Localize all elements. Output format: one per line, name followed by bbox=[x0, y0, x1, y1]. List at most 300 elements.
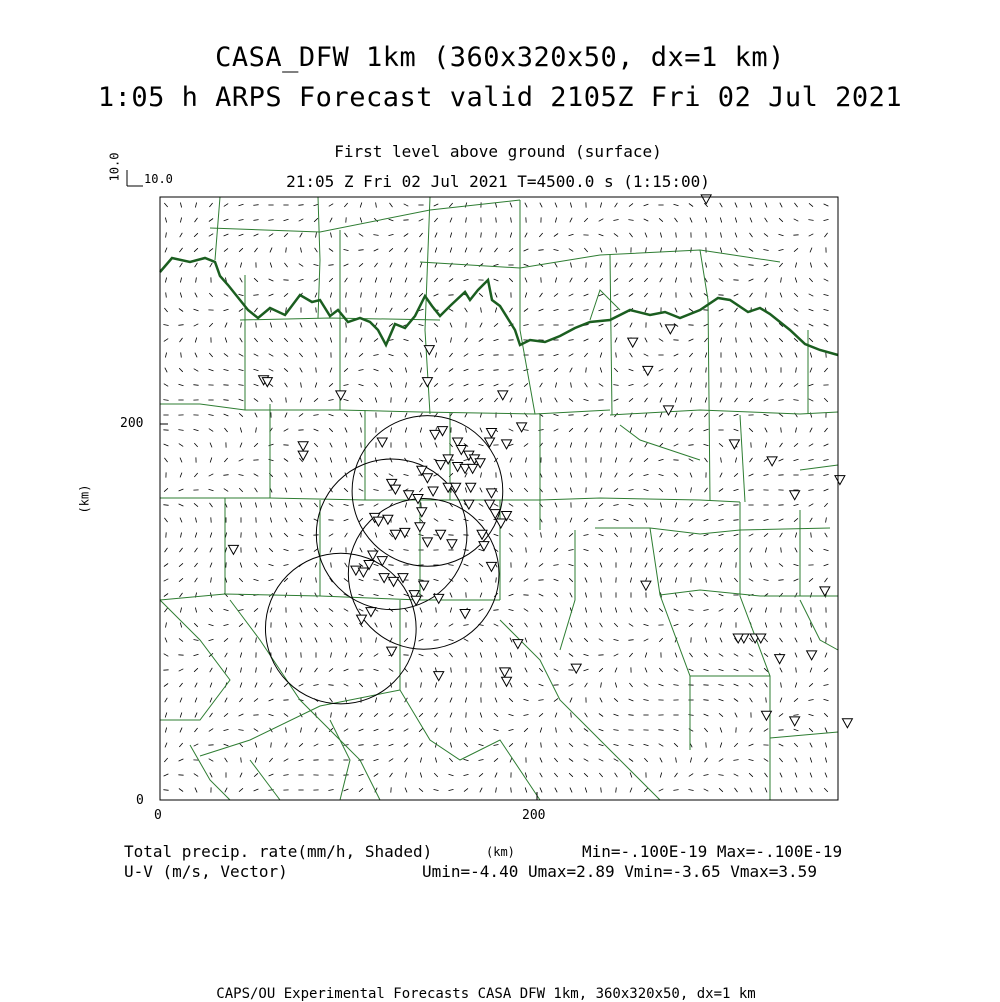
wind-vector bbox=[420, 278, 422, 283]
wind-vector bbox=[734, 548, 737, 552]
wind-vector bbox=[164, 384, 168, 387]
wind-vector bbox=[240, 653, 241, 658]
wind-vector bbox=[345, 278, 348, 282]
wind-vector bbox=[344, 504, 349, 505]
wind-vector bbox=[269, 714, 274, 715]
wind-vector bbox=[539, 369, 544, 371]
wind-vector bbox=[510, 638, 512, 643]
wind-vector bbox=[704, 504, 708, 507]
wind-vector bbox=[434, 519, 438, 522]
wind-vector bbox=[479, 773, 483, 776]
wind-vector bbox=[555, 443, 557, 448]
wind-vector bbox=[600, 623, 603, 627]
wind-vector bbox=[719, 309, 724, 311]
wind-vector bbox=[405, 413, 407, 418]
wind-vector bbox=[614, 623, 618, 627]
wind-vector bbox=[688, 715, 693, 716]
wind-vector bbox=[285, 503, 287, 508]
wind-vector bbox=[464, 564, 469, 566]
wind-vector bbox=[164, 564, 168, 567]
wind-vector bbox=[719, 443, 723, 446]
wind-vector bbox=[298, 205, 303, 206]
wind-vector bbox=[270, 323, 271, 328]
wind-vector bbox=[796, 667, 797, 672]
wind-vector bbox=[540, 653, 542, 658]
wind-vector bbox=[179, 489, 184, 491]
wind-vector bbox=[255, 758, 257, 763]
station-marker bbox=[436, 461, 446, 470]
wind-vector bbox=[239, 714, 244, 716]
wind-vector bbox=[209, 203, 212, 207]
wind-vector bbox=[675, 653, 677, 658]
wind-vector bbox=[600, 263, 602, 268]
wind-vector bbox=[765, 563, 768, 567]
wind-vector bbox=[539, 668, 543, 672]
wind-vector bbox=[660, 503, 661, 508]
wind-vector bbox=[660, 578, 662, 583]
wind-vector bbox=[659, 218, 663, 221]
wind-vector bbox=[479, 293, 483, 296]
wind-vector bbox=[194, 443, 197, 447]
wind-vector bbox=[570, 788, 572, 793]
wind-vector bbox=[540, 638, 542, 643]
wind-vector bbox=[555, 623, 557, 628]
wind-vector bbox=[464, 743, 467, 747]
wind-vector bbox=[421, 682, 422, 687]
wind-vector bbox=[629, 294, 633, 297]
wind-vector bbox=[404, 234, 408, 237]
reference-vector-x-label: 10.0 bbox=[144, 172, 173, 186]
station-marker bbox=[517, 423, 527, 432]
wind-vector bbox=[569, 428, 573, 432]
wind-vector bbox=[793, 400, 798, 401]
station-marker bbox=[729, 440, 739, 449]
wind-vector bbox=[253, 295, 258, 296]
wind-vector bbox=[210, 443, 212, 448]
y-tick-label-0: 0 bbox=[136, 793, 144, 808]
wind-vector bbox=[718, 685, 723, 686]
wind-vector bbox=[344, 368, 348, 371]
wind-vector bbox=[540, 548, 542, 553]
wind-vector bbox=[238, 385, 243, 386]
wind-vector bbox=[794, 564, 799, 566]
wind-vector bbox=[269, 444, 274, 446]
wind-vector bbox=[256, 637, 257, 642]
wind-vector bbox=[316, 307, 317, 312]
wind-vector bbox=[495, 203, 496, 208]
wind-vector bbox=[376, 637, 377, 642]
station-marker bbox=[486, 429, 496, 438]
wind-vector bbox=[569, 654, 573, 657]
wind-vector bbox=[419, 338, 423, 342]
wind-vector bbox=[510, 578, 513, 582]
wind-vector bbox=[209, 489, 214, 490]
wind-vector bbox=[315, 248, 318, 252]
wind-vector bbox=[704, 775, 709, 776]
station-marker bbox=[434, 672, 444, 681]
wind-vector bbox=[359, 653, 362, 657]
wind-vector bbox=[824, 338, 827, 342]
wind-vector bbox=[210, 668, 213, 672]
wind-vector bbox=[796, 367, 797, 372]
wind-vector bbox=[615, 473, 618, 478]
wind-vector bbox=[253, 220, 258, 221]
wind-vector bbox=[480, 593, 482, 598]
wind-vector bbox=[599, 773, 602, 777]
wind-vector bbox=[615, 458, 616, 463]
wind-vector bbox=[374, 338, 378, 341]
wind-vector bbox=[750, 458, 753, 462]
wind-vector bbox=[736, 322, 737, 327]
wind-vector bbox=[659, 608, 663, 611]
wind-vector bbox=[599, 309, 604, 310]
wind-vector bbox=[599, 384, 603, 387]
wind-vector bbox=[704, 534, 709, 536]
wind-vector bbox=[554, 309, 559, 310]
wind-vector bbox=[779, 383, 782, 387]
wind-vector bbox=[404, 308, 408, 311]
wind-vector bbox=[164, 339, 168, 342]
wind-vector bbox=[748, 265, 753, 266]
wind-vector bbox=[403, 550, 408, 551]
wind-vector bbox=[734, 684, 739, 686]
wind-vector bbox=[239, 475, 244, 476]
wind-vector bbox=[359, 579, 364, 581]
wind-vector bbox=[646, 532, 647, 537]
wind-vector bbox=[180, 593, 183, 597]
wind-vector bbox=[374, 745, 379, 746]
wind-vector bbox=[645, 263, 648, 267]
wind-vector bbox=[360, 548, 362, 553]
wind-vector bbox=[809, 203, 813, 206]
wind-vector bbox=[748, 520, 753, 521]
wind-vector bbox=[509, 609, 514, 610]
wind-vector bbox=[509, 594, 514, 596]
wind-vector bbox=[585, 428, 588, 432]
wind-vector bbox=[420, 623, 422, 628]
wind-vector bbox=[690, 593, 693, 597]
wind-vector bbox=[599, 759, 604, 761]
wind-vector bbox=[585, 593, 586, 598]
wind-vector bbox=[254, 234, 259, 236]
wind-vector bbox=[810, 743, 812, 748]
wind-vector bbox=[704, 593, 708, 596]
wind-vector bbox=[345, 653, 347, 658]
wind-vector bbox=[238, 730, 243, 731]
wind-vector bbox=[389, 759, 393, 762]
wind-vector bbox=[809, 234, 814, 236]
wind-vector bbox=[659, 684, 664, 686]
wind-vector bbox=[614, 323, 618, 326]
wind-vector bbox=[614, 294, 619, 296]
wind-vector bbox=[721, 457, 722, 462]
wind-vector bbox=[344, 684, 349, 686]
wind-vector bbox=[824, 428, 827, 432]
wind-vector bbox=[615, 428, 617, 433]
wind-vector bbox=[629, 473, 633, 476]
wind-vector bbox=[450, 233, 451, 238]
wind-vector bbox=[750, 383, 751, 388]
wind-vector bbox=[283, 775, 288, 776]
wind-vector bbox=[389, 594, 394, 595]
wind-vector bbox=[373, 490, 378, 491]
wind-vector bbox=[224, 624, 229, 625]
wind-vector bbox=[795, 548, 797, 553]
wind-vector bbox=[810, 263, 811, 268]
wind-vector bbox=[660, 563, 663, 567]
wind-vector bbox=[374, 473, 378, 477]
wind-vector bbox=[735, 713, 737, 718]
wind-vector bbox=[196, 518, 197, 523]
station-marker bbox=[366, 608, 376, 617]
wind-vector bbox=[419, 219, 424, 221]
wind-vector bbox=[390, 458, 392, 463]
wind-vector bbox=[600, 368, 602, 373]
wind-vector bbox=[525, 653, 527, 658]
wind-vector bbox=[375, 683, 377, 688]
wind-vector bbox=[734, 429, 739, 431]
wind-vector bbox=[644, 204, 649, 206]
wind-vector bbox=[239, 234, 244, 236]
wind-vector bbox=[225, 668, 227, 673]
wind-vector bbox=[765, 443, 766, 448]
wind-vector bbox=[749, 249, 753, 252]
wind-vector bbox=[315, 488, 317, 493]
wind-vector bbox=[811, 532, 812, 537]
wind-vector bbox=[599, 729, 604, 731]
wind-vector bbox=[674, 624, 679, 626]
wind-vector bbox=[540, 728, 542, 733]
wind-vector bbox=[330, 473, 332, 478]
wind-vector bbox=[600, 428, 602, 433]
wind-vector bbox=[571, 457, 572, 462]
wind-vector bbox=[180, 218, 181, 223]
wind-vector bbox=[180, 518, 182, 523]
wind-vector bbox=[180, 263, 183, 267]
station-marker bbox=[390, 530, 400, 539]
wind-vector bbox=[690, 473, 692, 478]
station-marker bbox=[502, 677, 512, 686]
wind-vector bbox=[253, 205, 258, 206]
wind-vector bbox=[240, 278, 243, 283]
wind-vector bbox=[449, 369, 453, 372]
wind-vector bbox=[465, 488, 466, 493]
wind-vector bbox=[390, 203, 393, 207]
wind-vector bbox=[195, 203, 196, 208]
wind-vector bbox=[809, 444, 813, 447]
wind-vector bbox=[165, 743, 167, 748]
wind-vector bbox=[285, 473, 288, 477]
station-marker bbox=[498, 391, 508, 400]
wind-vector bbox=[224, 309, 229, 311]
wind-vector bbox=[795, 638, 797, 643]
wind-vector bbox=[524, 683, 528, 687]
wind-vector bbox=[690, 383, 691, 388]
wind-vector bbox=[584, 399, 589, 400]
wind-vector bbox=[194, 233, 198, 237]
wind-vector bbox=[299, 353, 302, 357]
wind-vector bbox=[570, 218, 572, 223]
wind-vector bbox=[179, 638, 183, 641]
wind-vector bbox=[675, 308, 677, 313]
wind-vector bbox=[600, 203, 601, 208]
wind-vector bbox=[675, 383, 677, 388]
wind-vector bbox=[736, 367, 737, 372]
wind-vector bbox=[765, 623, 767, 628]
wind-vector bbox=[315, 563, 317, 568]
wind-vector bbox=[539, 233, 542, 237]
wind-vector bbox=[825, 773, 827, 778]
wind-vector bbox=[179, 563, 183, 566]
wind-vector bbox=[420, 383, 423, 387]
wind-vector bbox=[585, 788, 587, 793]
wind-vector bbox=[600, 608, 601, 613]
y-axis-unit: (km) bbox=[77, 485, 91, 514]
wind-vector bbox=[616, 247, 617, 252]
wind-vector bbox=[674, 729, 679, 730]
station-marker bbox=[643, 366, 653, 375]
wind-vector bbox=[795, 653, 797, 658]
wind-vector bbox=[495, 653, 496, 658]
station-marker bbox=[701, 195, 711, 204]
wind-vector bbox=[165, 713, 167, 718]
wind-vector bbox=[630, 608, 632, 613]
wind-vector bbox=[688, 790, 693, 791]
wind-vector bbox=[374, 669, 379, 670]
wind-vector bbox=[525, 623, 528, 627]
wind-vector bbox=[375, 278, 377, 283]
wind-vector bbox=[195, 263, 198, 267]
wind-vector bbox=[284, 233, 288, 237]
wind-vector bbox=[270, 503, 271, 508]
wind-label: U-V (m/s, Vector) bbox=[124, 862, 288, 881]
wind-vector bbox=[599, 520, 604, 521]
wind-vector bbox=[210, 458, 212, 463]
wind-vector bbox=[704, 429, 709, 431]
wind-vector bbox=[225, 548, 226, 553]
wind-vector bbox=[629, 203, 633, 206]
wind-vector bbox=[630, 323, 632, 328]
wind-vector bbox=[675, 488, 676, 493]
wind-vector bbox=[344, 203, 347, 207]
wind-vector bbox=[285, 743, 288, 748]
wind-vector bbox=[539, 684, 544, 686]
wind-vector bbox=[570, 473, 571, 478]
wind-vector bbox=[209, 248, 213, 251]
wind-vector bbox=[284, 293, 288, 296]
wind-vector bbox=[389, 354, 394, 356]
station-marker bbox=[422, 538, 432, 547]
wind-vector bbox=[554, 669, 559, 671]
wind-vector bbox=[584, 518, 588, 521]
wind-vector bbox=[284, 219, 289, 220]
wind-vector bbox=[826, 517, 827, 522]
wind-vector bbox=[480, 653, 482, 658]
wind-vector bbox=[615, 683, 616, 688]
wind-vector bbox=[509, 623, 513, 627]
wind-vector bbox=[658, 730, 663, 731]
wind-vector bbox=[165, 353, 166, 358]
wind-vector bbox=[570, 278, 573, 283]
wind-vector bbox=[359, 234, 363, 237]
wind-vector bbox=[825, 533, 828, 537]
wind-vector bbox=[705, 218, 707, 223]
wind-vector bbox=[690, 398, 691, 403]
wind-vector bbox=[705, 638, 706, 643]
wind-vector bbox=[764, 729, 768, 732]
wind-vector bbox=[749, 474, 754, 476]
wind-vector bbox=[555, 788, 557, 793]
wind-vector bbox=[466, 217, 467, 222]
wind-vector bbox=[644, 354, 649, 356]
wind-vector bbox=[315, 458, 317, 463]
wind-vector bbox=[254, 278, 258, 282]
wind-vector bbox=[389, 219, 394, 221]
wind-vector bbox=[675, 413, 677, 418]
wind-vector bbox=[299, 684, 304, 686]
wind-vector bbox=[615, 338, 617, 343]
wind-vector bbox=[209, 624, 214, 625]
x-axis-unit: (km) bbox=[486, 845, 515, 859]
wind-vector bbox=[765, 383, 767, 388]
wind-vector bbox=[765, 278, 768, 282]
wind-vector bbox=[239, 204, 244, 205]
wind-vector bbox=[748, 490, 753, 491]
wind-vector bbox=[254, 608, 258, 611]
wind-vector bbox=[764, 638, 767, 642]
wind-vector bbox=[719, 594, 724, 596]
wind-vector bbox=[300, 368, 303, 373]
wind-vector bbox=[359, 788, 363, 791]
wind-vector bbox=[554, 293, 558, 296]
wind-vector bbox=[435, 683, 436, 688]
wind-vector bbox=[435, 248, 437, 253]
wind-vector bbox=[524, 443, 528, 446]
wind-vector bbox=[734, 743, 738, 747]
wind-vector bbox=[255, 743, 257, 748]
wind-vector bbox=[493, 370, 498, 371]
wind-vector bbox=[179, 789, 183, 792]
wind-vector bbox=[824, 444, 829, 446]
wind-vector bbox=[420, 698, 423, 702]
wind-vector bbox=[359, 609, 364, 611]
wind-vector bbox=[359, 489, 364, 491]
wind-vector bbox=[525, 773, 526, 778]
wind-vector bbox=[209, 234, 213, 237]
wind-vector bbox=[419, 639, 424, 641]
wind-vector bbox=[240, 773, 242, 778]
wind-vector bbox=[525, 533, 528, 537]
wind-vector bbox=[179, 669, 184, 671]
wind-vector bbox=[449, 624, 453, 627]
wind-vector bbox=[706, 577, 707, 582]
wind-vector bbox=[644, 624, 649, 625]
wind-vector bbox=[614, 654, 619, 656]
wind-vector bbox=[285, 668, 286, 673]
wind-vector bbox=[794, 324, 798, 327]
wind-vector bbox=[373, 580, 378, 581]
wind-vector bbox=[241, 757, 242, 762]
wind-vector bbox=[825, 728, 827, 733]
wind-vector bbox=[480, 428, 482, 433]
wind-vector bbox=[269, 338, 273, 342]
wind-vector bbox=[328, 685, 333, 686]
wind-vector bbox=[613, 385, 618, 386]
wind-vector bbox=[823, 475, 828, 476]
wind-vector bbox=[524, 488, 528, 492]
wind-vector bbox=[195, 698, 197, 703]
wind-vector bbox=[765, 788, 767, 793]
